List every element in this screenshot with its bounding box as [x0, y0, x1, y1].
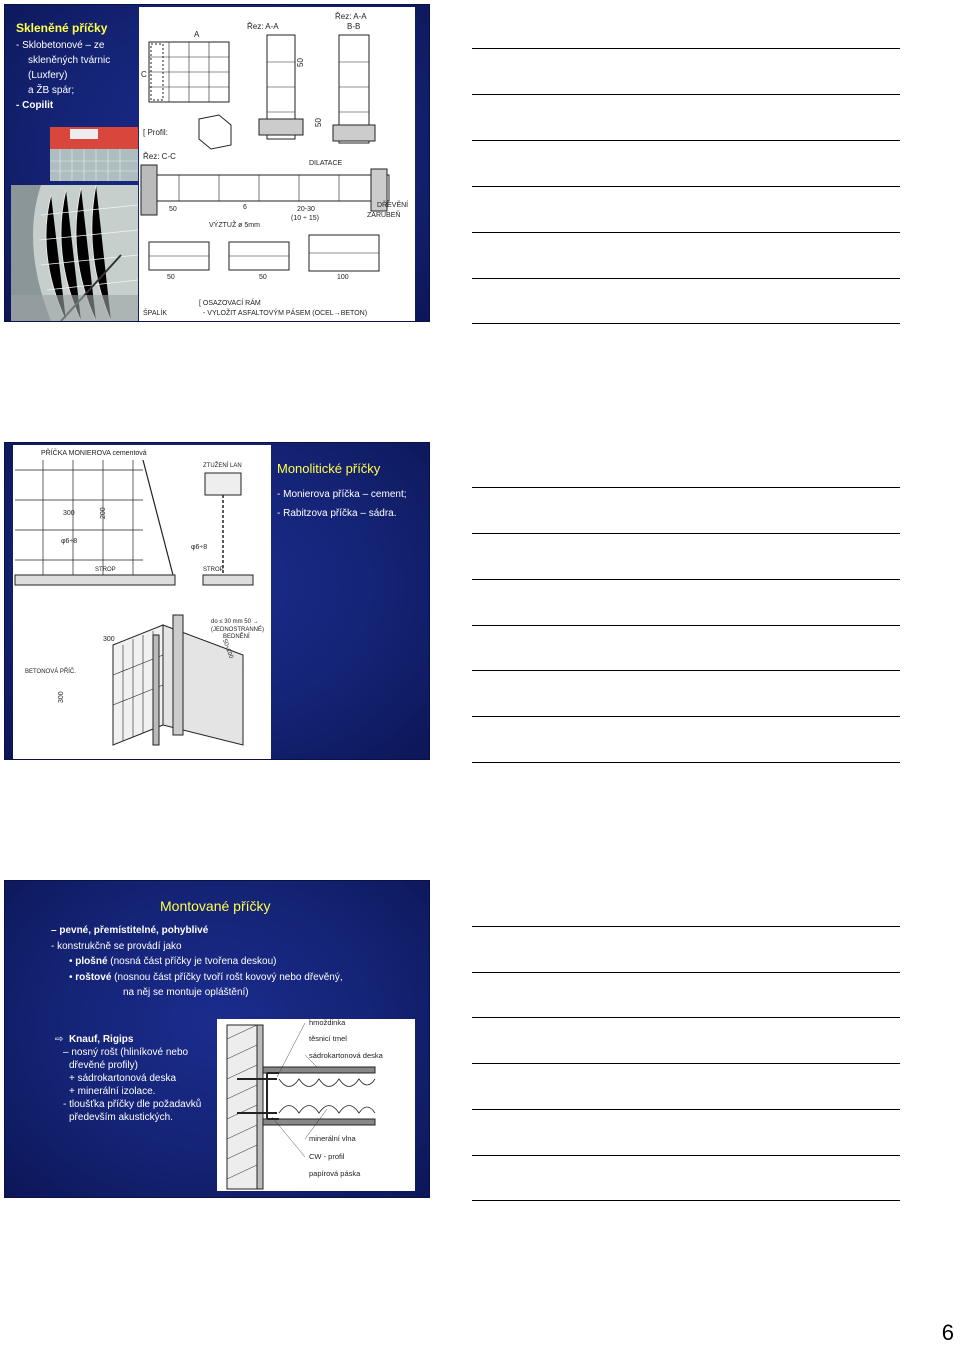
knauf-item: + sádrokartonová deska: [69, 1073, 177, 1084]
svg-text:sádrokartonová deska: sádrokartonová deska: [309, 1051, 383, 1060]
knauf-item: především akustických.: [69, 1112, 173, 1123]
svg-text:STROP: STROP: [95, 567, 116, 573]
note-line: [472, 232, 900, 233]
drywall-detail-diagram: [217, 1019, 415, 1191]
list-item: - Rabitzova příčka – sádra.: [277, 508, 397, 519]
svg-text:50: 50: [296, 58, 305, 67]
svg-text:B-B: B-B: [347, 22, 361, 31]
slide-title: Montované příčky: [160, 898, 271, 914]
note-line: [472, 278, 900, 279]
svg-text:300: 300: [63, 510, 75, 517]
note-line: [472, 533, 900, 534]
svg-text:φ6÷8: φ6÷8: [191, 544, 208, 551]
svg-text:200: 200: [100, 507, 107, 519]
list-item: skleněných tvárnic: [28, 55, 111, 66]
slide-monolithic-partitions: [4, 442, 430, 760]
page-number: 6: [941, 1320, 954, 1345]
svg-text:Řez: C-C: Řez: C-C: [143, 152, 176, 161]
note-line: [472, 487, 900, 488]
note-line: [472, 94, 900, 95]
note-line: [472, 670, 900, 671]
svg-text:ZARUBEŇ: ZARUBEŇ: [367, 212, 401, 219]
list-item: a ŽB spár;: [28, 85, 75, 96]
glass-block-photo: [50, 127, 138, 181]
note-line: [472, 1063, 900, 1064]
bullet-continuation: na něj se montuje opláštění): [123, 987, 249, 998]
arrow-icon: ⇨: [55, 1034, 64, 1045]
note-line: [472, 1017, 900, 1018]
photo-illustration: [11, 185, 138, 321]
knauf-title: ⇨ Knauf, Rigips: [55, 1034, 134, 1045]
svg-text:PŘÍČKA MONIEROVA cementová: PŘÍČKA MONIEROVA cementová: [41, 450, 147, 457]
bullet-item: • roštové (nosnou část příčky tvoří rošt kovový nebo dřevěný,: [69, 971, 343, 983]
svg-text:50: 50: [314, 118, 323, 127]
knauf-item: - tloušťka příčky dle požadavků: [63, 1099, 202, 1110]
note-line: [472, 48, 900, 49]
svg-text:50÷100: 50÷100: [221, 638, 234, 660]
note-line: [472, 1155, 900, 1156]
svg-text:DŘEVĚNÍ: DŘEVĚNÍ: [377, 202, 409, 209]
svg-text:[ Profil:: [ Profil:: [143, 128, 168, 137]
svg-text:ZTUŽENÍ LAN: ZTUŽENÍ LAN: [203, 463, 242, 469]
knauf-block: [55, 1033, 201, 1124]
note-line: [472, 716, 900, 717]
svg-text:DILATACE: DILATACE: [309, 160, 343, 167]
svg-text:těsnicí tmel: těsnicí tmel: [309, 1034, 347, 1043]
slide-glass-partitions: [4, 4, 430, 322]
svg-text:50: 50: [169, 206, 177, 213]
svg-text:- VYLOŽIT ASFALTOVÝM PÁSEM: - VYLOŽIT ASFALTOVÝM PÁSEM (OCEL→BETON): [203, 310, 368, 317]
svg-text:BEDNĚNÍ: BEDNĚNÍ: [223, 634, 250, 640]
knauf-item: – nosný rošt (hliníkové nebo: [63, 1047, 189, 1058]
knauf-item: dřevěné profily): [69, 1060, 138, 1071]
svg-text:50: 50: [167, 274, 175, 281]
technical-drawing: [13, 445, 271, 759]
svg-text:6: 6: [243, 204, 247, 211]
knauf-item: + minerální izolace.: [69, 1086, 156, 1097]
svg-text:minerální vlna: minerální vlna: [309, 1134, 356, 1143]
svg-text:papírová páska: papírová páska: [309, 1169, 361, 1178]
svg-text:300: 300: [103, 636, 115, 643]
intro-line: – pevné, přemístitelné, pohyblivé: [51, 925, 209, 936]
svg-text:VÝZTUŽ ø 5mm: VÝZTUŽ ø 5mm: [209, 222, 260, 229]
list-item: - Monierova příčka – cement;: [277, 489, 407, 500]
svg-text:STROP: STROP: [203, 567, 224, 573]
list-item: - Copilit: [16, 100, 54, 111]
note-line: [472, 140, 900, 141]
svg-text:300: 300: [58, 691, 65, 703]
slide-text-list: [16, 38, 110, 113]
note-line: [472, 323, 900, 324]
glass-block-wall-photo: [11, 185, 138, 321]
svg-text:20-30: 20-30: [297, 206, 315, 213]
svg-text:(JEDNOSTRANNÉ): (JEDNOSTRANNÉ): [211, 627, 265, 633]
monier-partition-sketch: [13, 445, 271, 759]
svg-text:100: 100: [337, 274, 349, 281]
svg-text:φ6÷8: φ6÷8: [61, 538, 78, 545]
svg-text:(10 ÷ 15): (10 ÷ 15): [291, 215, 319, 222]
glass-partition-sketch: [139, 7, 415, 321]
svg-text:[ OSAZOVACÍ RÁM: [ OSAZOVACÍ RÁM: [199, 300, 261, 307]
list-item: (Luxfery): [28, 70, 68, 81]
svg-text:50: 50: [259, 274, 267, 281]
slide-text-list: [277, 485, 407, 523]
svg-text:C: C: [141, 70, 147, 79]
note-line: [472, 579, 900, 580]
list-item: - Sklobetonové – ze: [16, 40, 105, 51]
svg-text:CW - profil: CW - profil: [309, 1152, 345, 1161]
photo-illustration: [50, 127, 138, 181]
svg-text:do ≤ 30 mm 50 →: do ≤ 30 mm 50 →: [211, 619, 259, 625]
note-line: [472, 762, 900, 763]
note-line: [472, 1200, 900, 1201]
technical-drawing: [217, 1019, 415, 1191]
svg-text:A: A: [194, 30, 200, 39]
note-line: [472, 186, 900, 187]
svg-text:hmoždinka: hmoždinka: [309, 1019, 346, 1027]
note-line: [472, 1109, 900, 1110]
slide-assembled-partitions: [4, 880, 430, 1198]
technical-drawing: [139, 7, 415, 321]
slide-intro-text: [51, 923, 343, 1001]
intro-line: - konstrukčně se provádí jako: [51, 940, 182, 952]
slide-title: Skleněné příčky: [16, 21, 108, 35]
svg-text:Řez: A-A: Řez: A-A: [247, 22, 279, 31]
svg-text:BETONOVÁ PŘÍČ.: BETONOVÁ PŘÍČ.: [25, 669, 76, 675]
note-line: [472, 926, 900, 927]
bullet-item: • plošné (nosná část příčky je tvořena deskou): [69, 956, 277, 967]
note-line: [472, 625, 900, 626]
svg-text:Řez: A-A: Řez: A-A: [335, 12, 367, 21]
slide-title: Monolitické příčky: [277, 461, 381, 476]
note-line: [472, 972, 900, 973]
svg-text:ŠPALÍK: ŠPALÍK: [143, 310, 167, 317]
